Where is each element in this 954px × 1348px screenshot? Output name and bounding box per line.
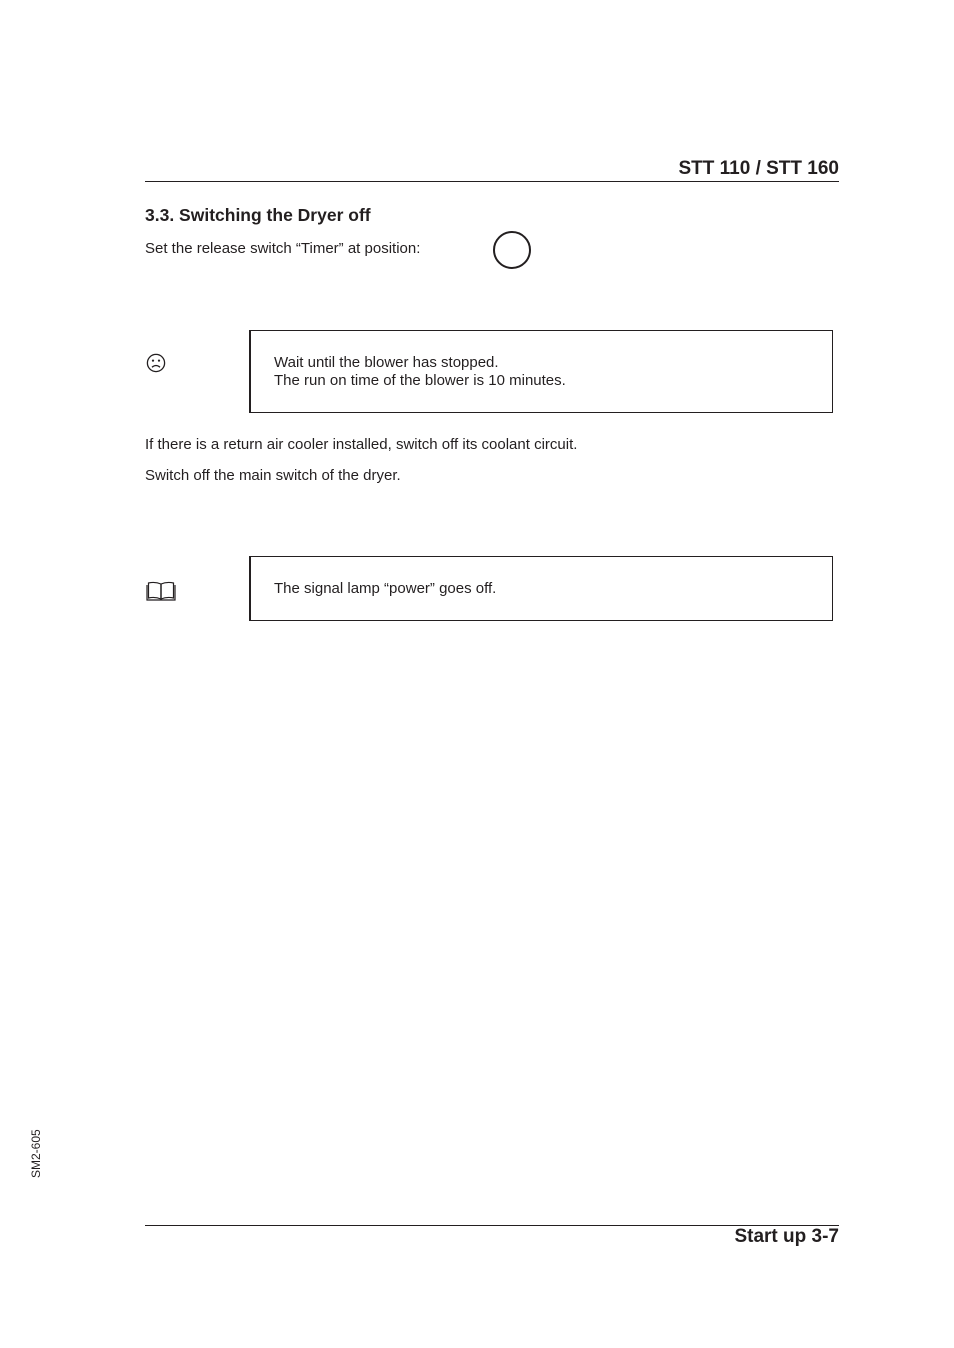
- open-book-icon: [146, 580, 176, 607]
- header-rule: [145, 181, 839, 182]
- circle-off-position-icon: [493, 231, 531, 269]
- caution-line-1: Wait until the blower has stopped.: [274, 354, 499, 371]
- document-code: SM2-605: [29, 1129, 43, 1178]
- document-model-header: STT 110 / STT 160: [678, 158, 839, 179]
- main-switch-instruction: Switch off the main switch of the dryer.: [145, 467, 401, 484]
- section-title: 3.3. Switching the Dryer off: [145, 205, 371, 225]
- info-notice-box: [249, 556, 833, 621]
- info-notice-text: The signal lamp “power” goes off.: [274, 580, 497, 597]
- sad-face-icon: [146, 353, 166, 378]
- caution-notice-box: [249, 330, 833, 413]
- coolant-circuit-instruction: If there is a return air cooler installed, switch off its coolant circuit.: [145, 436, 578, 453]
- release-switch-instruction: Set the release switch “Timer” at position:: [145, 240, 421, 257]
- page-footer-label: Start up 3-7: [734, 1226, 839, 1247]
- caution-line-2: The run on time of the blower is 10 minutes.: [274, 372, 566, 389]
